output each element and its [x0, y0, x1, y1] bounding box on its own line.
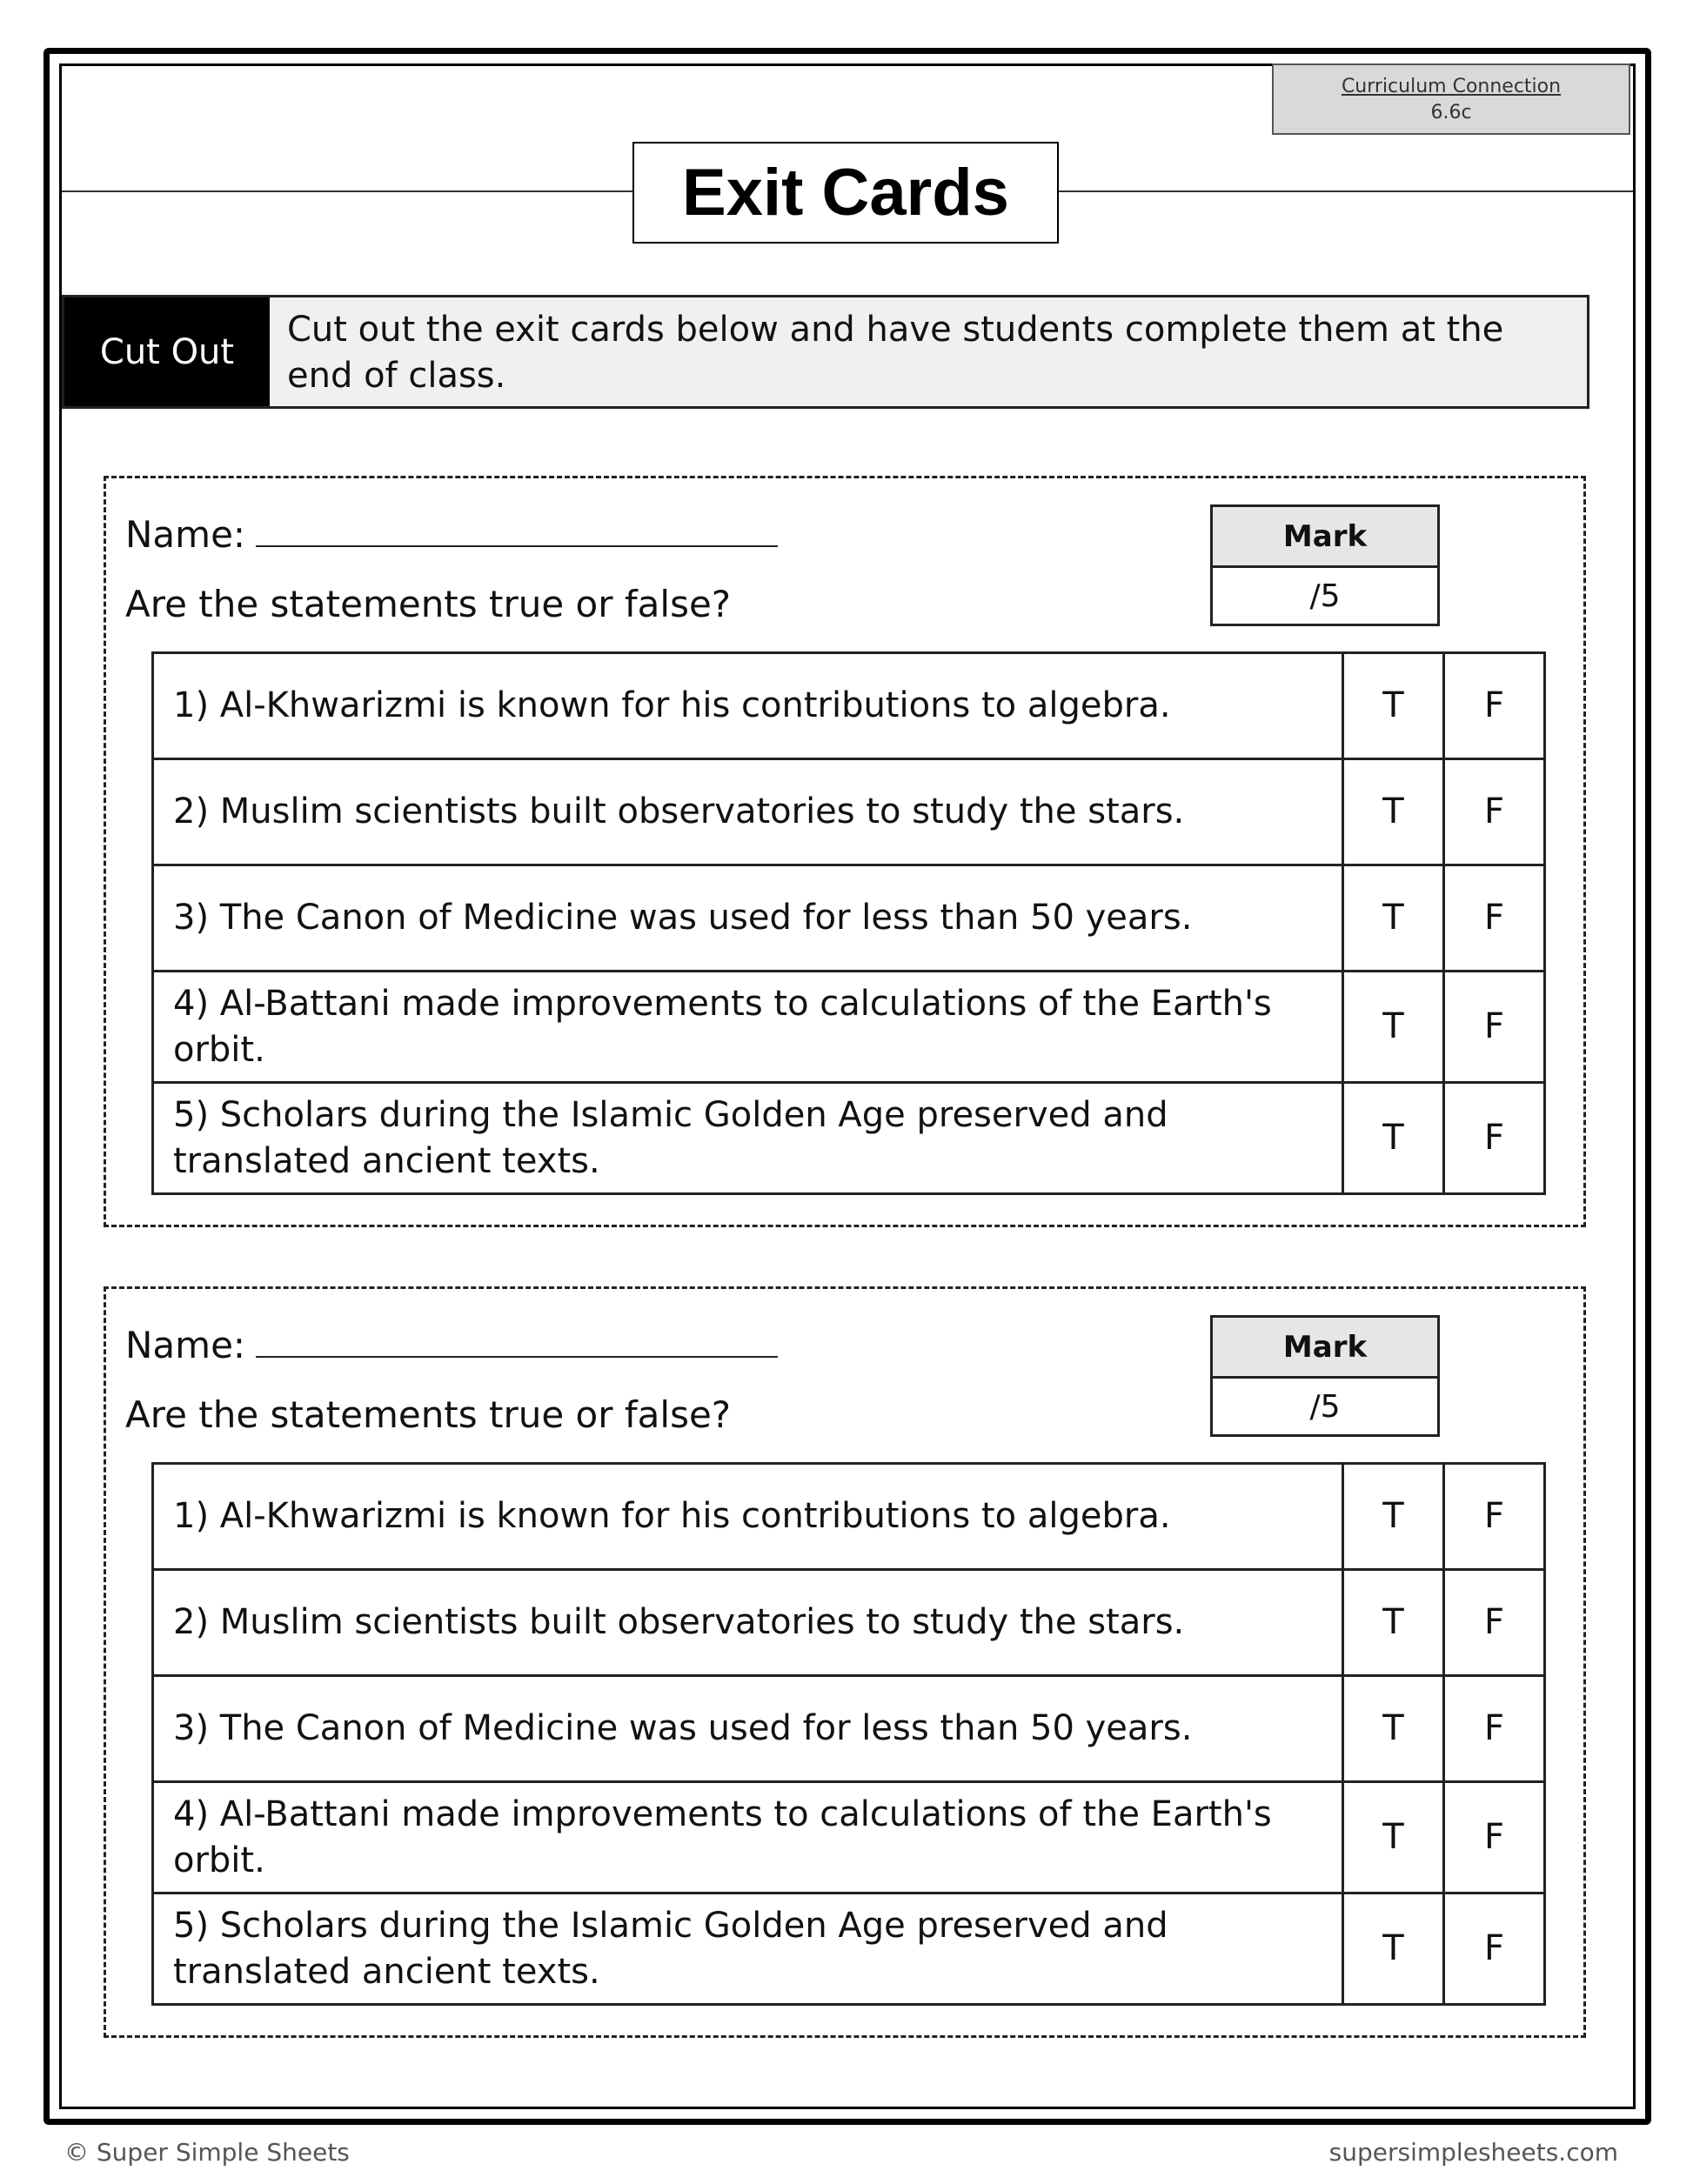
true-option[interactable]: T	[1343, 1893, 1444, 2005]
table-row	[153, 759, 1545, 865]
mark-box	[1210, 504, 1440, 626]
table-row	[153, 865, 1545, 972]
false-option[interactable]: F	[1444, 1782, 1545, 1893]
true-option[interactable]: T	[1343, 759, 1444, 865]
false-option[interactable]: F	[1444, 972, 1545, 1083]
question-text: 2) Muslim scientists built observatories to study the stars.	[153, 759, 1343, 865]
website-link[interactable]: supersimplesheets.com	[1328, 2138, 1618, 2167]
page-title: Exit Cards	[632, 142, 1059, 244]
table-row	[153, 1570, 1545, 1676]
true-false-table	[151, 651, 1546, 1195]
false-option[interactable]: F	[1444, 759, 1545, 865]
mark-value[interactable]: /5	[1309, 1388, 1341, 1425]
mark-value[interactable]: /5	[1309, 578, 1341, 614]
true-option[interactable]: T	[1343, 1083, 1444, 1194]
question-prompt: Are the statements true or false?	[125, 1393, 732, 1436]
question-text: 1) Al-Khwarizmi is known for his contributions to algebra.	[153, 1464, 1343, 1570]
name-label: Name:	[125, 1324, 246, 1366]
question-text: 1) Al-Khwarizmi is known for his contributions to algebra.	[153, 653, 1343, 759]
table-row	[153, 1676, 1545, 1782]
instruction-bar	[62, 295, 1589, 409]
question-prompt: Are the statements true or false?	[125, 583, 732, 625]
question-text: 4) Al-Battani made improvements to calculations of the Earth's orbit.	[153, 1782, 1343, 1893]
table-row	[153, 1782, 1545, 1893]
question-text: 3) The Canon of Medicine was used for less than 50 years.	[153, 865, 1343, 972]
mark-box	[1210, 1315, 1440, 1437]
name-row	[125, 1324, 778, 1366]
table-row	[153, 653, 1545, 759]
table-row	[153, 1893, 1545, 2005]
true-option[interactable]: T	[1343, 865, 1444, 972]
exit-card-2	[104, 1286, 1586, 2038]
table-row	[153, 1464, 1545, 1570]
table-row	[153, 1083, 1545, 1194]
table-row	[153, 972, 1545, 1083]
false-option[interactable]: F	[1444, 653, 1545, 759]
name-field[interactable]	[256, 519, 778, 547]
false-option[interactable]: F	[1444, 1570, 1545, 1676]
question-text: 4) Al-Battani made improvements to calculations of the Earth's orbit.	[153, 972, 1343, 1083]
false-option[interactable]: F	[1444, 1676, 1545, 1782]
true-option[interactable]: T	[1343, 1570, 1444, 1676]
curriculum-connection-box	[1272, 63, 1630, 135]
mark-label: Mark	[1213, 1318, 1437, 1379]
true-option[interactable]: T	[1343, 1676, 1444, 1782]
false-option[interactable]: F	[1444, 1464, 1545, 1570]
instruction-label: Cut Out	[64, 297, 270, 406]
false-option[interactable]: F	[1444, 865, 1545, 972]
question-text: 3) The Canon of Medicine was used for less than 50 years.	[153, 1676, 1343, 1782]
question-text: 2) Muslim scientists built observatories to study the stars.	[153, 1570, 1343, 1676]
instruction-text: Cut out the exit cards below and have students complete them at the end of class.	[287, 310, 1504, 396]
true-option[interactable]: T	[1343, 1782, 1444, 1893]
question-text: 5) Scholars during the Islamic Golden Age preserved and translated ancient texts.	[153, 1083, 1343, 1194]
true-option[interactable]: T	[1343, 653, 1444, 759]
curriculum-code: 6.6c	[1430, 102, 1472, 124]
copyright-text: © Super Simple Sheets	[64, 2138, 350, 2167]
name-row	[125, 513, 778, 556]
false-option[interactable]: F	[1444, 1083, 1545, 1194]
name-label: Name:	[125, 513, 246, 556]
true-false-table	[151, 1462, 1546, 2006]
exit-card-1	[104, 476, 1586, 1227]
curriculum-connection-label: Curriculum Connection	[1341, 76, 1562, 97]
true-option[interactable]: T	[1343, 972, 1444, 1083]
true-option[interactable]: T	[1343, 1464, 1444, 1570]
false-option[interactable]: F	[1444, 1893, 1545, 2005]
question-text: 5) Scholars during the Islamic Golden Age preserved and translated ancient texts.	[153, 1893, 1343, 2005]
name-field[interactable]	[256, 1330, 778, 1358]
mark-label: Mark	[1213, 507, 1437, 568]
